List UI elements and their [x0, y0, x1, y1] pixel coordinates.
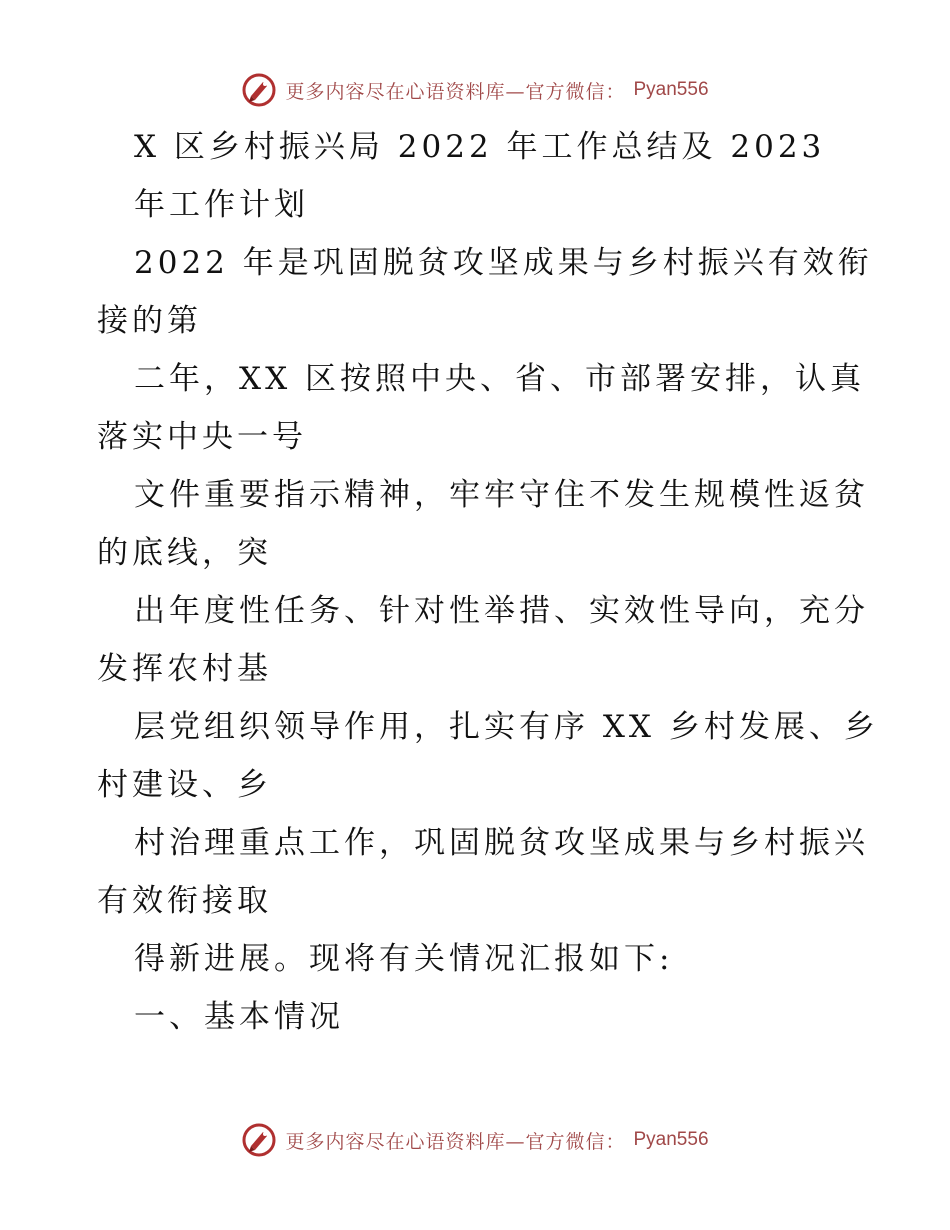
- text-line: 文件重要指示精神，牢牢守住不发生规模性返贫: [134, 477, 869, 513]
- text-line: 接的第: [97, 303, 202, 339]
- text-line: 年工作计划: [134, 187, 309, 223]
- watermark-text: 更多内容尽在心语资料库—官方微信：: [285, 1130, 626, 1153]
- section-heading: 一、基本情况: [134, 999, 344, 1035]
- pen-logo-icon: [241, 72, 277, 108]
- header-watermark: [0, 68, 950, 112]
- text-line: 村治理重点工作，巩固脱贫攻坚成果与乡村振兴: [134, 825, 869, 861]
- text-line: 落实中央一号: [97, 419, 307, 455]
- watermark-wechat-id: Pyan556: [633, 79, 709, 100]
- text-line: 得新进展。现将有关情况汇报如下:: [134, 941, 674, 977]
- text-line: X 区乡村振兴局 2022 年工作总结及 2023: [134, 129, 826, 165]
- text-line: 层党组织领导作用，扎实有序 XX 乡村发展、乡: [134, 709, 879, 745]
- text-line: 二年，XX 区按照中央、省、市部署安排，认真: [134, 361, 865, 397]
- pen-logo-icon: [241, 1122, 277, 1158]
- footer-watermark: [0, 1118, 950, 1162]
- text-line: 发挥农村基: [97, 651, 272, 687]
- text-line: 2022 年是巩固脱贫攻坚成果与乡村振兴有效衔: [134, 245, 873, 281]
- watermark-wechat-id: Pyan556: [633, 1129, 709, 1150]
- text-line: 有效衔接取: [97, 883, 272, 919]
- text-line: 村建设、乡: [97, 767, 272, 803]
- text-line: 的底线，突: [97, 535, 272, 571]
- text-line: 出年度性任务、针对性举措、实效性导向，充分: [134, 593, 869, 629]
- watermark-text: 更多内容尽在心语资料库—官方微信：: [285, 80, 626, 103]
